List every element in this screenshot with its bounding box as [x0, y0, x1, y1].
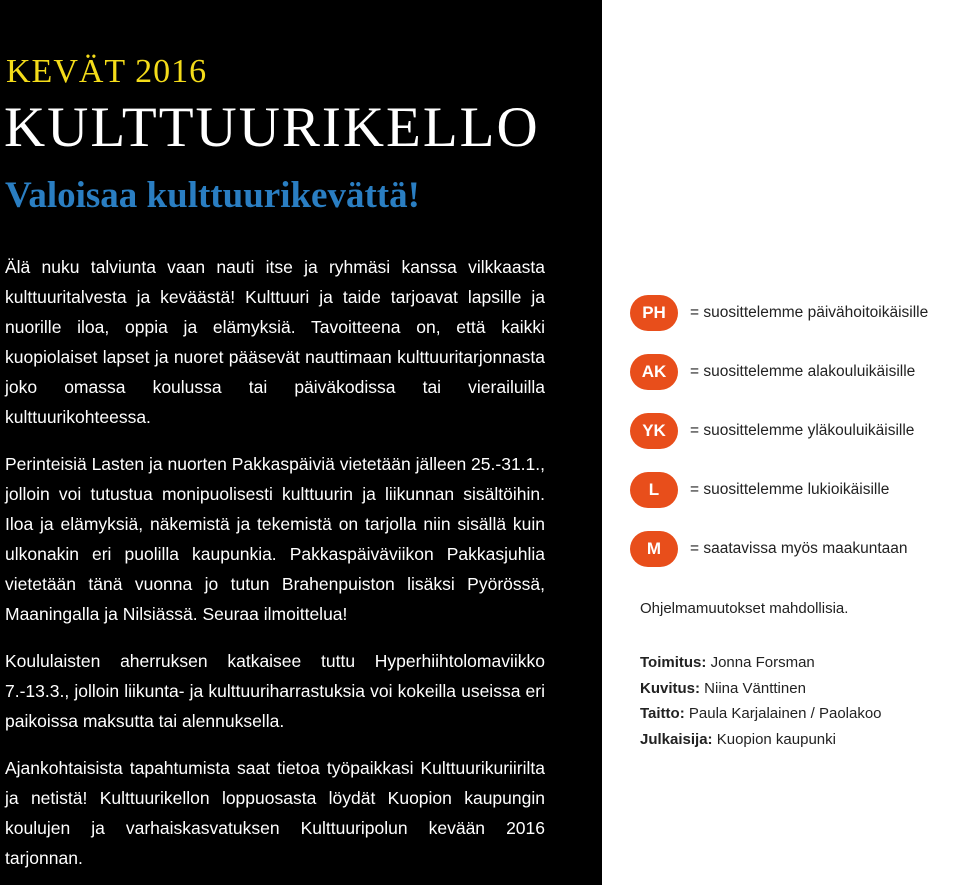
credit-label: Taitto:: [640, 705, 685, 722]
credit-julkaisija: [640, 727, 882, 753]
credit-toimitus: [640, 650, 882, 676]
legend-item-m: [630, 531, 955, 567]
credit-kuvitus: [640, 676, 882, 702]
season-heading: KEVÄT 2016: [6, 53, 208, 90]
legend-text: = suosittelemme yläkouluikäisille: [690, 422, 915, 439]
credit-value: Niina Vänttinen: [704, 679, 806, 697]
credit-value: Paula Karjalainen / Paolakoo: [688, 705, 882, 722]
legend-text: = suosittelemme lukioikäisille: [690, 481, 890, 498]
ph-badge: PH: [630, 295, 678, 331]
credit-label: Kuvitus:: [640, 679, 700, 697]
legend-item-ph: [630, 295, 955, 331]
l-badge: L: [630, 472, 678, 508]
legend-text: = suosittelemme päivähoitoikäisille: [690, 304, 929, 321]
legend-text: = suosittelemme alakouluikäisille: [690, 363, 916, 380]
credit-label: Toimitus:: [640, 654, 707, 671]
legend-text: = saatavissa myös maakuntaan: [690, 540, 908, 557]
intro-text: [5, 252, 545, 873]
legend-item-yk: [630, 413, 955, 449]
credit-value: Kuopion kaupunki: [716, 730, 836, 748]
credit-taitto: [640, 701, 882, 727]
m-badge: M: [630, 531, 678, 567]
credit-value: Jonna Forsman: [710, 654, 815, 671]
legend-item-l: [630, 472, 955, 508]
credits: [640, 650, 882, 752]
info-paragraph: Ajankohtaisista tapahtumista saat tietoa työpaikkasi Kulttuurikuriirilta ja netistä! Kulttuurikellon loppuosasta löydät Kuopion kaupungin koulujen ja varhaiskasvatuksen Kulttuuripolun kevään 2016 tarjonnan.: [5, 758, 545, 868]
intro-paragraph: Älä nuku talviunta vaan nauti itse ja ryhmäsi kanssa vilkkaasta kulttuuritalvesta ja keväästä! Kulttuuri ja taide tarjoavat lapsille ja nuorille iloa, oppia ja elämyksiä. Tavoitteena on, että kaikki kuopiolaiset lapset ja nuoret pääsevät nauttimaan kulttuuritarjonnasta joko omassa koulussa tai päiväkodissa tai vierailuilla kulttuurikohteessa.: [5, 257, 545, 427]
page-title: KULTTUURIKELLO: [4, 96, 540, 159]
changes-note: Ohjelmamuutokset mahdollisia.: [640, 600, 849, 617]
ak-badge: AK: [630, 354, 678, 390]
credit-label: Julkaisija:: [640, 730, 713, 748]
hiihtoloma-paragraph: Koululaisten aherruksen katkaisee tuttu Hyperhiihtolomaviikko 7.-13.3., jolloin liikunta- ja kulttuuriharrastuksia voi kokeilla useissa eri paikoissa maksutta tai alennuksella.: [5, 651, 545, 731]
legend-item-ak: [630, 354, 955, 390]
pakkaspaivat-paragraph: Perinteisiä Lasten ja nuorten Pakkaspäiviä vietetään jälleen 25.-31.1., jolloin voi tutustua monipuolisesti kulttuurin ja liikunnan sisältöihin. Iloa ja elämyksiä, näkemistä ja tekemistä on tarjolla niin sisällä kuin ulkonakin eri puolilla kaupunkia. Pakkaspäiväviikon Pakkasjuhlia vietetään tänä vuonna jo tutun Brahenpuiston lisäksi Pyörössä, Maaningalla ja Nilsiässä. Seuraa ilmoittelua!: [5, 454, 545, 624]
yk-badge: YK: [630, 413, 678, 449]
subtitle: Valoisaa kulttuurikevättä!: [5, 175, 420, 216]
age-legend: [630, 295, 955, 590]
